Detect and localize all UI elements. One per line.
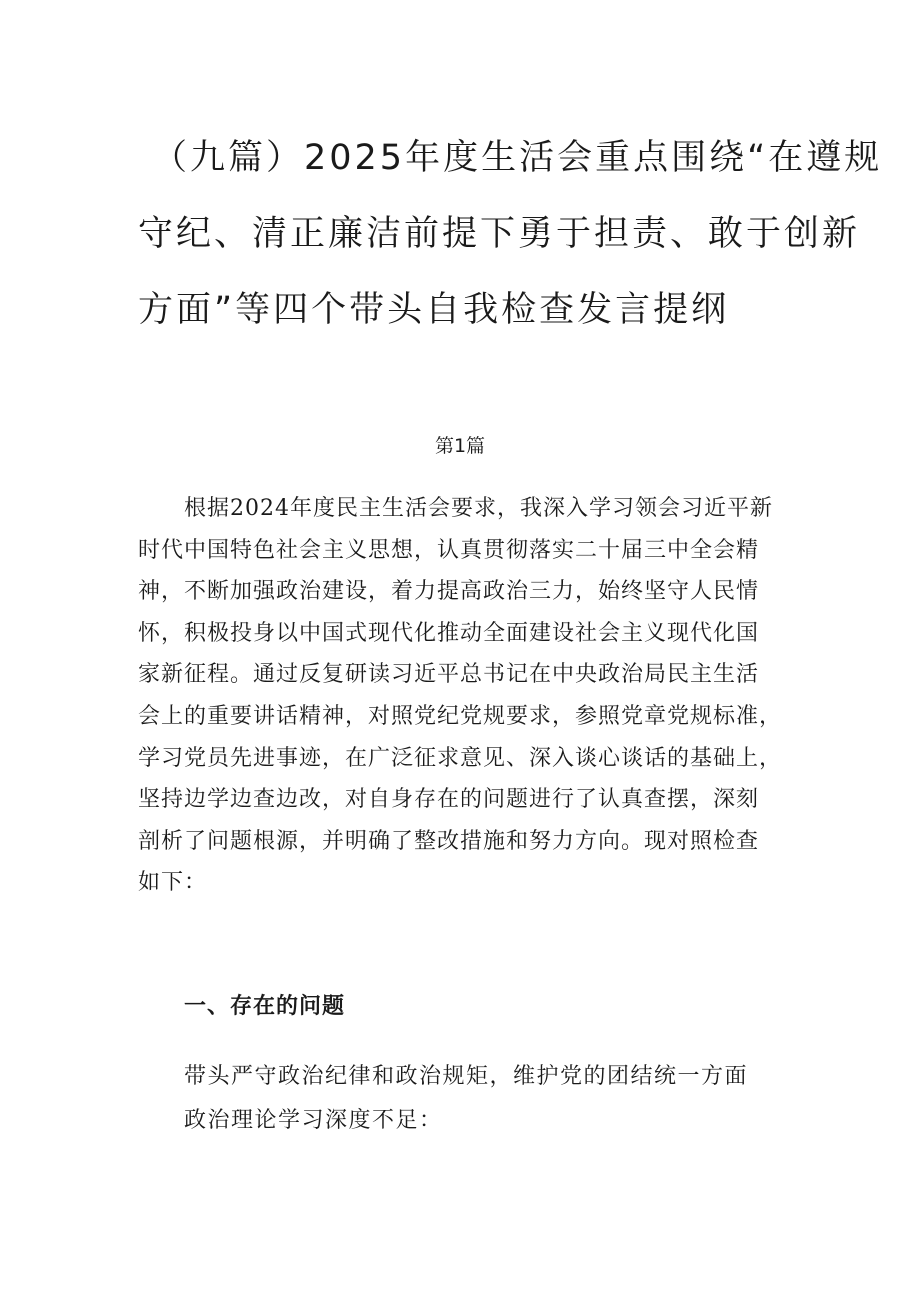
paragraph-line: 如下： xyxy=(138,870,208,896)
section-label: 第1篇 xyxy=(434,435,486,457)
paragraph-line: 时代中国特色社会主义思想，认真贯彻落实二十届三中全会精 xyxy=(138,537,760,563)
paragraph-line: 剖析了问题根源，并明确了整改措施和努力方向。现对照检查 xyxy=(138,828,760,854)
paragraph-line: 坚持边学边查边改，对自身存在的问题进行了认真查摆，深刻 xyxy=(138,787,760,813)
paragraph-line: 根据2024年度民主生活会要求，我深入学习领会习近平新 xyxy=(184,496,773,521)
paragraph-line: 怀，积极投身以中国式现代化推动全面建设社会主义现代化国 xyxy=(138,620,760,646)
subheading-line: 政治理论学习深度不足： xyxy=(184,1108,443,1133)
subheading-line: 带头严守政治纪律和政治规矩，维护党的团结统一方面 xyxy=(184,1064,749,1089)
paragraph-line: 会上的重要讲话精神，对照党纪党规要求，参照党章党规标准， xyxy=(138,703,783,729)
paragraph-line: 神，不断加强政治建设，着力提高政治三力，始终坚守人民情 xyxy=(138,579,760,605)
title-line: 方面”等四个带头自我检查发言提纲 xyxy=(138,290,730,330)
section-heading: 一、存在的问题 xyxy=(184,994,346,1019)
intro-paragraph xyxy=(138,488,798,904)
title-line: （九篇）2025年度生活会重点围绕“在遵规 xyxy=(152,138,883,178)
subheading xyxy=(184,1055,748,1143)
document-title xyxy=(138,120,883,348)
title-line: 守纪、清正廉洁前提下勇于担责、敢于创新 xyxy=(138,214,861,254)
paragraph-line: 家新征程。通过反复研读习近平总书记在中央政治局民主生活 xyxy=(138,662,760,688)
paragraph-line: 学习党员先进事迹，在广泛征求意见、深入谈心谈话的基础上， xyxy=(138,745,783,771)
